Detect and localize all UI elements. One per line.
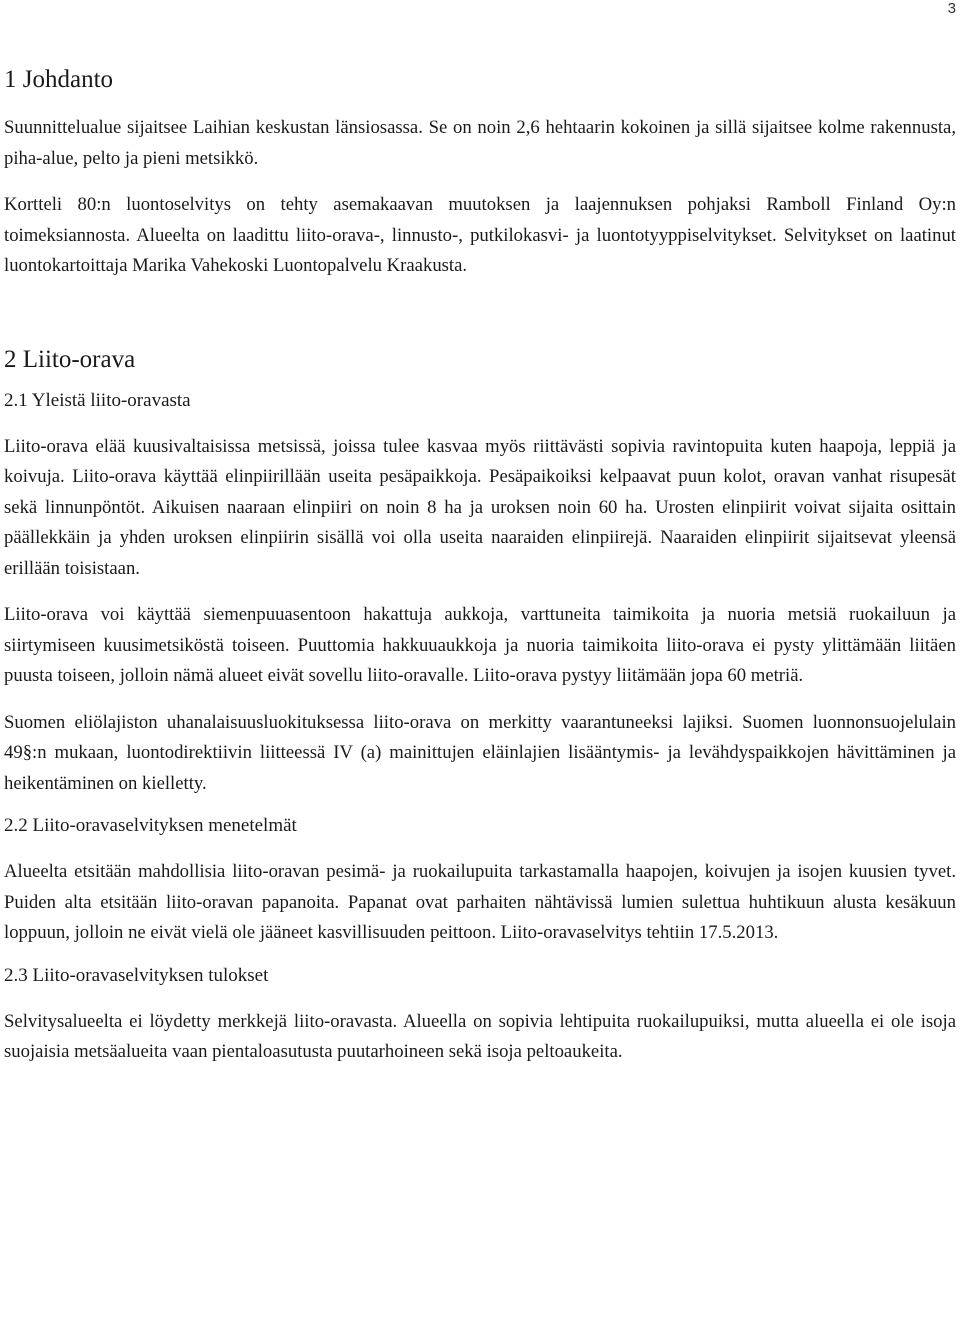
subsection-heading-yleista: 2.1 Yleistä liito-oravasta: [4, 389, 191, 411]
paragraph: Liito-orava voi käyttää siemenpuuasentoon hakattuja aukkoja, varttuneita taimikoita ja nuoria metsiä ruokailuun ja siirtymiseen kuusimetsiköstä toiseen. Puuttomia hakkuuaukkoja ja nuoria taimikoita liito-orava ei pysty ylittämään liitäen puusta toiseen, jolloin nämä alueet eivät sovellu liito-oravalle. Liito-orava pystyy liitämään jopa 60 metriä.: [4, 604, 956, 686]
subsection-heading-tulokset: 2.3 Liito-oravaselvityksen tulokset: [4, 964, 269, 986]
paragraph: Selvitysalueelta ei löydetty merkkejä liito-oravasta. Alueella on sopivia lehtipuita ruokailupuiksi, mutta alueella ei ole isoja suojaisia metsäalueita vaan pientaloasutusta puutarhoineen sekä isoja peltoaukeita.: [4, 1010, 956, 1062]
paragraph: Alueelta etsitään mahdollisia liito-oravan pesimä- ja ruokailupuita tarkastamalla haapojen, koivujen ja isojen kuusien tyvet. Puiden alta etsitään liito-oravan papanoita. Papanat ovat parhaiten nähtävissä lumien sulettua huhtikuun alusta kesäkuun loppuun, jolloin ne eivät vielä ole jääneet kasvillisuuden peittoon. Liito-oravaselvitys tehtiin 17.5.2013.: [4, 861, 956, 943]
page-number: 3: [947, 0, 956, 17]
paragraph: Suomen eliölajiston uhanalaisuusluokituksessa liito-orava on merkitty vaarantuneeksi lajiksi. Suomen luonnonsuojelulain 49§:n mukaan, luontodirektiivin liitteessä IV (a) mainittujen eläinlajien lisääntymis- ja levähdyspaikkojen hävittäminen ja heikentäminen on kielletty.: [4, 711, 956, 794]
section-heading-liito-orava: 2 Liito-orava: [4, 345, 136, 373]
paragraph: Liito-orava elää kuusivaltaisissa metsissä, joissa tulee kasvaa myös riittävästi sopivia ravintopuita kuten haapoja, leppiä ja koivuja. Liito-orava käyttää elinpiirillään useita pesäpaikkoja. Pesäpaikoiksi kelpaavat puun kolot, oravan vanhat risupesät sekä linnunpöntöt. Aikuisen naaraan elinpiiri on noin 8 ha ja uroksen noin 60 ha. Urosten elinpiirit voivat sijaita osittain päällekkäin ja yhden uroksen elinpiirin sisällä voi olla useita naaraiden elinpiirejä. Naaraiden elinpiirit sijaitsevat yleensä erillään toisistaan.: [4, 435, 956, 579]
paragraph: Suunnittelualue sijaitsee Laihian keskustan länsiosassa. Se on noin 2,6 hehtaarin kokoinen ja sillä sijaitsee kolme rakennusta, piha-alue, pelto ja pieni metsikkö.: [4, 117, 956, 169]
subsection-heading-menetelmat: 2.2 Liito-oravaselvityksen menetelmät: [4, 815, 297, 836]
section-heading-johdanto: 1 Johdanto: [4, 66, 114, 93]
document-body: [4, 62, 956, 1068]
paragraph: Kortteli 80:n luontoselvitys on tehty asemakaavan muutoksen ja laajennuksen pohjaksi Ramboll Finland Oy:n toimeksiannosta. Alueelta on laadittu liito-orava-, linnusto-, putkilokasvi- ja luontotyyppiselvitykset. Selvitykset on laatinut luontokartoittaja Marika Vahekoski Luontopalvelu Kraakusta.: [4, 194, 956, 276]
